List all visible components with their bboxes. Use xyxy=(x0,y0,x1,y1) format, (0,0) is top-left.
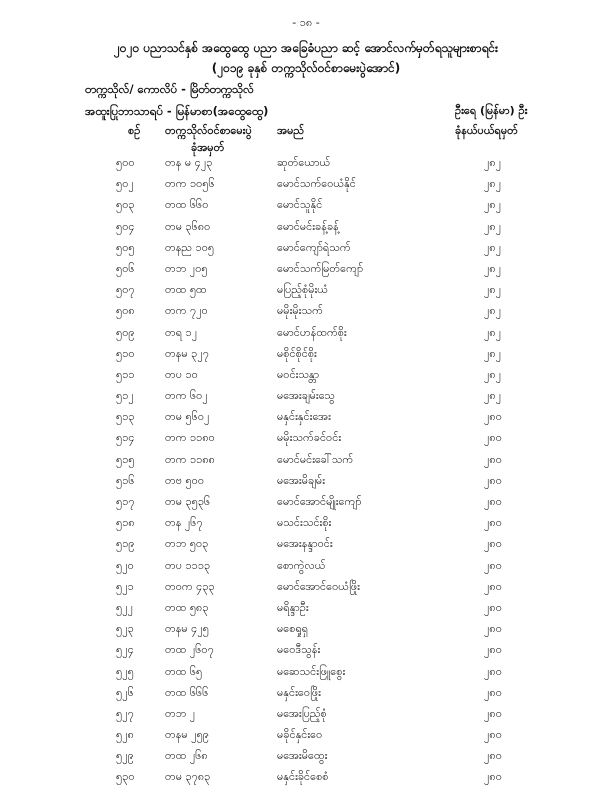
roll-number: တက ၁၁၈၈ xyxy=(165,452,215,466)
table-row xyxy=(0,725,612,746)
row-number: ၅၀၆ xyxy=(116,261,135,275)
row-number: ၅၀၉ xyxy=(116,325,135,339)
student-name: မောင်မင်းခေါ်သက် xyxy=(277,452,354,466)
roll-number: တထ ၂၆၈ xyxy=(165,749,208,763)
student-name: မမိုးသက်ခင်ဝင်း xyxy=(277,431,342,445)
marks-value: ၂၈၀ xyxy=(484,495,502,508)
student-name: မနှင်းနှင်းအေး xyxy=(277,410,331,424)
marks-value: ၂၈၀ xyxy=(484,516,502,530)
marks-value: ၂၈၀ xyxy=(484,749,502,763)
student-name: မမိုးမိုးသက် xyxy=(277,304,323,318)
row-number: ၅၂၆ xyxy=(116,685,134,699)
row-number: ၅၁၁ xyxy=(116,367,135,381)
table-row xyxy=(0,492,612,513)
marks-value: ၂၈၂ xyxy=(484,156,502,169)
student-name: မောင်သက်ဝေယံနိုင် xyxy=(277,177,356,191)
marks-value: ၂၈၂ xyxy=(484,240,502,254)
table-row xyxy=(0,619,612,640)
row-number: ၅၀၂ xyxy=(116,177,134,191)
roll-number: တထ ၆၆၆ xyxy=(165,685,209,699)
marks-value: ၂၈၂ xyxy=(484,367,502,381)
table-row xyxy=(0,323,612,344)
roll-number: တနမ ၄၂၅ xyxy=(165,622,209,636)
marks-value: ၂၈၀ xyxy=(484,600,502,614)
row-number: ၅၂၉ xyxy=(116,749,134,763)
row-number: ၅၀၀ xyxy=(116,156,135,169)
student-name: မောင်အောင်မျိုးကျော် xyxy=(277,495,362,508)
column-header-marks: ခုံနယ်ပယ်ရမှတ် xyxy=(455,124,518,137)
roll-number: တထ ၆၆၀ xyxy=(165,198,209,212)
table-row xyxy=(0,577,612,598)
student-name: မစေရှုရှ xyxy=(277,622,309,636)
row-number: ၅၂၃ xyxy=(116,622,134,636)
subject-line: အထူးပြုဘာသာရပ် - မြန်မာစာ(အထွေထွေ) xyxy=(85,104,269,118)
marks-value: ၂၈၀ xyxy=(484,706,502,720)
roll-number: တဘ ၅၀၃ xyxy=(165,537,209,551)
roll-number: တထ ၅ထ xyxy=(165,283,207,297)
marks-value: ၂၈၀ xyxy=(484,643,502,657)
student-name: မနှင်းဝေဖြိုး xyxy=(277,685,321,699)
row-number: ၅၀၅ xyxy=(116,240,135,254)
marks-value: ၂၈၀ xyxy=(484,431,502,445)
student-name: မောင်သူနိုင် xyxy=(277,198,323,212)
row-number: ၅၀၄ xyxy=(116,219,135,233)
roll-number: တရ ၁၂ xyxy=(165,325,198,339)
roll-number: တမ ၃၅၃၆ xyxy=(165,495,211,508)
student-name: မောင်ကျော်ရဲသက် xyxy=(277,240,351,254)
table-row xyxy=(0,217,612,238)
roll-number: တပ ၁၀ xyxy=(165,367,198,381)
roll-number: တနည ၁၀၅ xyxy=(165,240,215,254)
roll-number: တဘ ၂၀၅ xyxy=(165,261,208,275)
roll-number: တ၀က ၄၃၃ xyxy=(165,579,215,593)
row-number: ၅၂၄ xyxy=(116,643,134,657)
roll-number: တမ ၅၆၀၂ xyxy=(165,410,210,424)
student-name: ဆုတ်ယောယ် xyxy=(277,156,331,169)
table-row xyxy=(0,428,612,449)
student-name: မပြည့်စုံမိုးယံ xyxy=(277,283,328,297)
roll-number: တမ ၃၇၈၃ xyxy=(165,770,211,784)
roll-number: တနမ ၂၅၉ xyxy=(165,728,209,742)
marks-value: ၂၈၀ xyxy=(484,558,502,572)
roll-number: တထ ၂၆၀၇ xyxy=(165,643,214,657)
row-number: ၅၂၂ xyxy=(116,600,133,614)
table-row xyxy=(0,301,612,322)
table-row xyxy=(0,598,612,619)
student-name: မစိုင်စိုင်စိုး xyxy=(277,346,317,360)
row-number: ၅၁၆ xyxy=(116,473,135,487)
student-name: မရိန္ဒာဦး xyxy=(277,600,309,614)
marks-value: ၂၈၂ xyxy=(484,325,502,339)
marks-value: ၂၈၀ xyxy=(484,537,502,551)
marks-value: ၂၈၂ xyxy=(484,219,502,233)
row-number: ၅၁၂ xyxy=(116,389,134,403)
table-row xyxy=(0,683,612,704)
marks-value: ၂၈၀ xyxy=(484,770,502,784)
student-name: မသင်းသင်းစိုး xyxy=(277,516,332,530)
row-number: ၅၁၈ xyxy=(116,516,135,530)
row-number: ၅၀၇ xyxy=(116,283,135,297)
student-name: မဝင်းသန္တာ xyxy=(277,367,320,381)
row-number: ၅၁၀ xyxy=(116,346,135,360)
roll-number: တန မ ၄၂၃ xyxy=(165,156,213,169)
student-name: မနှင်းခိုင်စေစံ xyxy=(277,770,329,784)
table-row xyxy=(0,280,612,301)
row-number: ၅၀၃ xyxy=(116,198,135,212)
column-header-no: စဉ် xyxy=(128,124,141,137)
roll-number: တက ၆၀၂ xyxy=(165,389,208,403)
roll-number: တက ၁၀၅၆ xyxy=(165,177,215,191)
column-header-name: အမည် xyxy=(277,124,305,137)
student-name: မောင်မင်းခန့်ခန့် xyxy=(277,219,339,233)
marks-value: ၂၈၂ xyxy=(484,177,502,191)
marks-value: ၂၈၀ xyxy=(484,579,502,593)
student-table xyxy=(0,153,612,789)
marks-value: ၂၈၀ xyxy=(484,473,502,487)
marks-value: ၂၈၂ xyxy=(484,346,502,360)
student-name: မအေးနန္ဒာဝင်း xyxy=(277,537,333,551)
marks-value: ၂၈၀ xyxy=(484,452,502,466)
roll-number: တဗ ၅၀၀ xyxy=(165,473,205,487)
roll-number: တမ ၃၆၈၀ xyxy=(165,219,211,233)
row-number: ၅၂၀ xyxy=(116,558,134,572)
table-row xyxy=(0,513,612,534)
student-name: မအေးချမ်းသွေ xyxy=(277,389,335,403)
student-name: မအေးမိထွေး xyxy=(277,749,328,763)
row-number: ၅၁၃ xyxy=(116,410,135,424)
table-row xyxy=(0,195,612,216)
table-row xyxy=(0,556,612,577)
roll-number: တက ၇၂၀ xyxy=(165,304,208,318)
table-row xyxy=(0,174,612,195)
table-row xyxy=(0,471,612,492)
table-row xyxy=(0,238,612,259)
university-line: တက္ကသိုလ်/ ကောလိပ် - မြိတ်တက္ကသိုလ် xyxy=(85,82,254,96)
marks-value: ၂၈၂ xyxy=(484,304,502,318)
roll-number: တပ ၁၁၁၃ xyxy=(165,558,211,572)
page-number: - ၁၈ - xyxy=(292,16,320,29)
student-name: မဝေဒီသွန်း xyxy=(277,643,321,657)
table-row xyxy=(0,534,612,555)
marks-value: ၂၈၀ xyxy=(484,410,502,424)
table-row xyxy=(0,662,612,683)
marks-value: ၂၈၀ xyxy=(484,664,502,678)
document-subtitle: (၂၀၁၉ ခုနှစ် တက္ကသိုလ်ဝင်စာမေးပွဲအောင်) xyxy=(211,61,401,75)
student-name: မခိုင်နှင်းဝေ xyxy=(277,728,323,742)
row-number: ၅၃၀ xyxy=(116,770,135,784)
marks-value: ၂၈၂ xyxy=(484,261,502,275)
row-number: ၅၁၅ xyxy=(116,452,135,466)
row-number: ၅၂၈ xyxy=(116,728,134,742)
column-header-roll-number: ခုံအမှတ် xyxy=(191,141,225,154)
roll-number: တနမ ၃၂၇ xyxy=(165,346,209,360)
roll-number: တထ ၅၈၃ xyxy=(165,600,209,614)
marks-value: ၂၈၂ xyxy=(484,389,502,403)
table-row xyxy=(0,767,612,788)
student-name: မအေးပြည့်စုံ xyxy=(277,706,327,720)
marks-value: ၂၈၀ xyxy=(484,685,502,699)
roll-number: တထ ၆၅ xyxy=(165,664,203,678)
marks-value: ၂၈၂ xyxy=(484,283,502,297)
student-name: မောင်သက်မြတ်ကျော် xyxy=(277,261,364,275)
marks-value: ၂၈၂ xyxy=(484,198,502,212)
table-row xyxy=(0,344,612,365)
table-row xyxy=(0,704,612,725)
student-name: စောကွဲလယ် xyxy=(277,558,326,572)
student-name: မောင်ဟန်ထက်စိုး xyxy=(277,325,347,339)
row-number: ၅၁၉ xyxy=(116,537,135,551)
student-name: မောင်အောင်ဝေယံဖြိုး xyxy=(277,579,360,593)
row-number: ၅၂၁ xyxy=(116,579,134,593)
row-number: ၅၁၇ xyxy=(116,495,135,508)
table-row xyxy=(0,365,612,386)
table-row xyxy=(0,746,612,767)
row-number: ၅၁၄ xyxy=(116,431,135,445)
row-number: ၅၂၅ xyxy=(116,664,134,678)
document-title: ၂၀၂၀ ပညာသင်နှစ် အထွေထွေ ပညာ အခြေခံပညာ ဆင့် အောင်လက်မှတ်ရသူများစာရင်း xyxy=(113,41,499,55)
marks-summary-header: ဦးရေ (မြန်မာ) ဦး xyxy=(455,104,528,117)
marks-value: ၂၈၀ xyxy=(484,728,502,742)
marks-value: ၂၈၀ xyxy=(484,622,502,636)
roll-number: တန ၂၆၇ xyxy=(165,516,203,530)
table-row xyxy=(0,640,612,661)
student-name: မအေးမိချမ်း xyxy=(277,473,326,487)
row-number: ၅၀၈ xyxy=(116,304,135,318)
student-name: မဆေသင်းဖြူစွေး xyxy=(277,664,346,678)
table-row xyxy=(0,259,612,280)
column-header-roll: တက္ကသိုလ်ဝင်စာမေးပွဲ xyxy=(165,124,252,137)
table-row xyxy=(0,407,612,428)
table-row xyxy=(0,450,612,471)
roll-number: တဘ ၂ xyxy=(165,706,196,720)
table-row xyxy=(0,153,612,174)
row-number: ၅၂၇ xyxy=(116,706,134,720)
roll-number: တက ၁၁၈၀ xyxy=(165,431,215,445)
table-row xyxy=(0,386,612,407)
